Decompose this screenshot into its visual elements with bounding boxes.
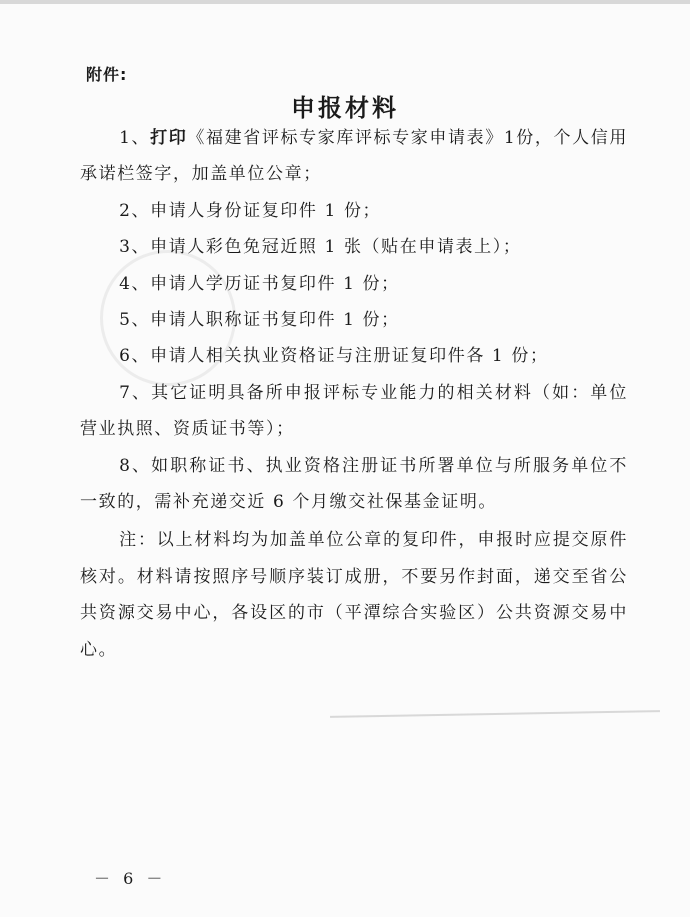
item-number: 6、: [119, 346, 151, 367]
list-item: [80, 193, 628, 229]
list-item: [80, 338, 628, 374]
item-text: 《福建省评标专家库评标专家申请表》1份，个人信用承诺栏签字，加盖单位公章；: [80, 128, 628, 185]
list-item: [80, 448, 628, 521]
list-item: [80, 302, 628, 338]
scan-edge: [0, 0, 690, 4]
list-item: [80, 375, 628, 448]
list-item: [80, 266, 628, 302]
document-body: [80, 120, 628, 668]
item-text: 申请人相关执业资格证与注册证复印件各 1 份；: [150, 346, 549, 367]
item-number: 7、: [119, 382, 152, 403]
item-number: 2、: [119, 200, 151, 221]
page-number: － 6 －: [94, 869, 167, 888]
item-text: 申请人身份证复印件 1 份；: [150, 200, 382, 221]
item-number: 1、: [119, 128, 151, 148]
item-number: 5、: [119, 310, 151, 331]
attachment-label: 附件:: [86, 65, 128, 84]
list-item: [80, 229, 628, 265]
note-paragraph: 注：以上材料均为加盖单位公章的复印件，申报时应提交原件核对。材料请按照序号顺序装订成册，不要另作封面，递交至省公共资源交易中心，各设区的市（平潭综合实验区）公共资源交易中心。: [80, 530, 628, 660]
page-title: 申报材料: [291, 94, 399, 122]
fold-line: [330, 710, 660, 718]
item-text: 申请人职称证书复印件 1 份；: [150, 310, 400, 331]
item-number: 3、: [119, 237, 151, 258]
item-text: 申请人学历证书复印件 1 份；: [150, 273, 400, 294]
item-lead: 打印: [150, 128, 188, 148]
item-text: 申请人彩色免冠近照 1 张（贴在申请表上）；: [150, 237, 522, 258]
item-text: 如职称证书、执业资格注册证书所署单位与所服务单位不一致的，需补充递交近 6 个月缴交社保基金证明。: [80, 455, 628, 513]
item-text: 其它证明具备所申报评标专业能力的相关材料（如：单位营业执照、资质证书等）；: [80, 382, 628, 440]
item-number: 8、: [119, 455, 152, 476]
list-item: [80, 120, 628, 193]
item-number: 4、: [119, 273, 151, 294]
